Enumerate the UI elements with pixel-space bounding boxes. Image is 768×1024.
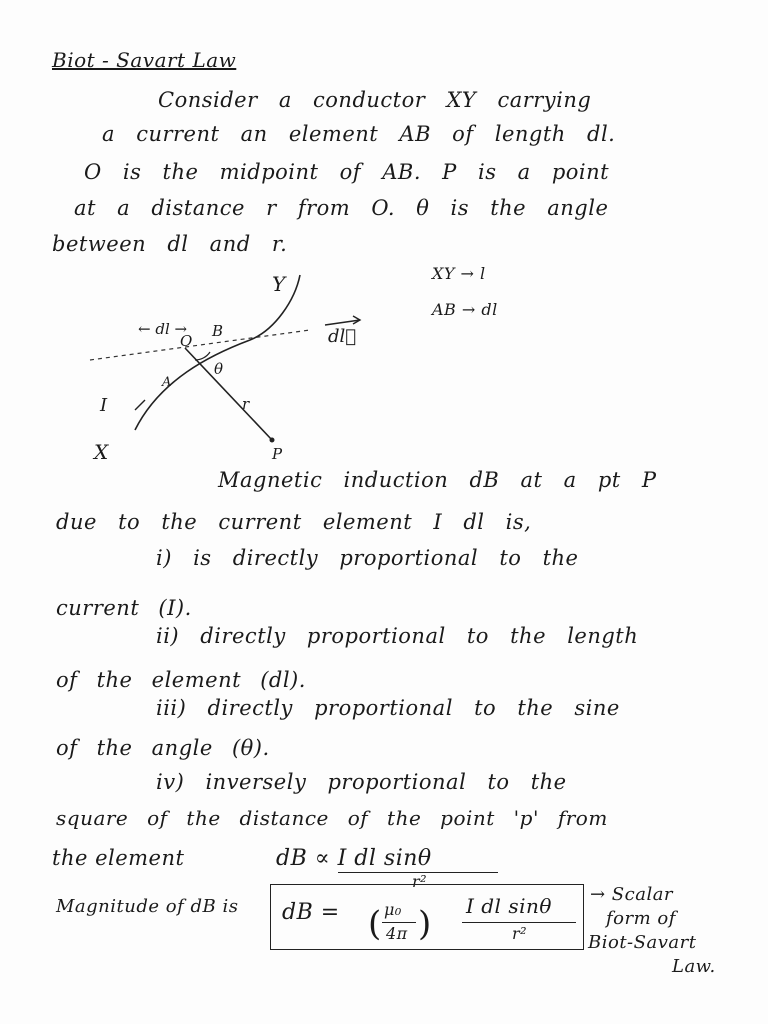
conductor-diagram: [60, 260, 460, 480]
label-theta: θ: [214, 360, 224, 378]
formula-numerator: I dl sinθ: [466, 894, 552, 918]
page-title: Biot - Savart Law: [52, 48, 237, 72]
label-r: r: [242, 395, 250, 413]
proportion-numerator: dB ∝ I dl sinθ: [276, 846, 432, 871]
point-iv-line-1: iv) inversely proportional to the: [156, 770, 567, 794]
intro-line-3: O is the midpoint of AB. P is a point: [84, 160, 610, 184]
point-iii-line-1: iii) directly proportional to the sine: [156, 696, 620, 720]
note-line-4: Law.: [672, 956, 716, 977]
formula-denominator: r²: [512, 924, 528, 943]
formula-lhs: dB =: [282, 900, 340, 925]
intro-line-1: Consider a conductor XY carrying: [158, 88, 592, 112]
constant-fraction-line: [382, 922, 416, 923]
label-a: A: [162, 375, 172, 390]
label-p: P: [272, 445, 283, 463]
statement-line-1: Magnetic induction dB at a pt P: [218, 468, 657, 492]
point-i-line-2: current (I).: [56, 596, 192, 620]
note-line-2: form of: [606, 908, 676, 929]
point-i-line-1: i) is directly proportional to the: [156, 546, 579, 570]
point-ii-line-1: ii) directly proportional to the length: [156, 624, 639, 648]
note-line-3: Biot-Savart: [588, 932, 697, 953]
label-o: O: [180, 332, 193, 350]
label-x: X: [94, 440, 109, 464]
constant-denominator: 4π: [386, 924, 408, 943]
legend-xy: XY → l: [432, 264, 486, 283]
note-line-1: → Scalar: [590, 884, 674, 905]
label-y: Y: [272, 272, 286, 296]
paren-right: ): [418, 904, 432, 944]
intro-line-2: a current an element AB of length dl.: [102, 122, 616, 146]
point-iii-line-2: of the angle (θ).: [56, 736, 270, 760]
magnitude-label: Magnitude of dB is: [56, 896, 239, 917]
conductor-curve: [135, 275, 300, 430]
label-dl-arrow: ← dl →: [138, 320, 188, 338]
tangent-line: [90, 330, 310, 360]
label-i: I: [100, 395, 108, 416]
r-line: [185, 348, 272, 440]
label-dl-vector: dl⃗: [328, 326, 357, 347]
constant-numerator: μ₀: [384, 900, 402, 919]
label-b: B: [212, 322, 224, 340]
diagram-svg: [60, 260, 460, 480]
formula-fraction-line: [462, 922, 576, 923]
proportion-denominator: r²: [412, 872, 428, 891]
intro-line-4: at a distance r from O. θ is the angle: [74, 196, 609, 220]
point-iv-line-2: square of the distance of the point 'p' from: [56, 806, 608, 830]
legend-ab: AB → dl: [432, 300, 498, 319]
point-ii-line-2: of the element (dl).: [56, 668, 306, 692]
statement-line-2: due to the current element I dl is,: [56, 510, 532, 534]
current-arrow: [135, 400, 145, 410]
paren-left: (: [368, 904, 382, 944]
intro-line-5: between dl and r.: [52, 232, 288, 256]
point-iv-line-3: the element: [52, 846, 185, 870]
point-p-dot: [270, 438, 275, 443]
